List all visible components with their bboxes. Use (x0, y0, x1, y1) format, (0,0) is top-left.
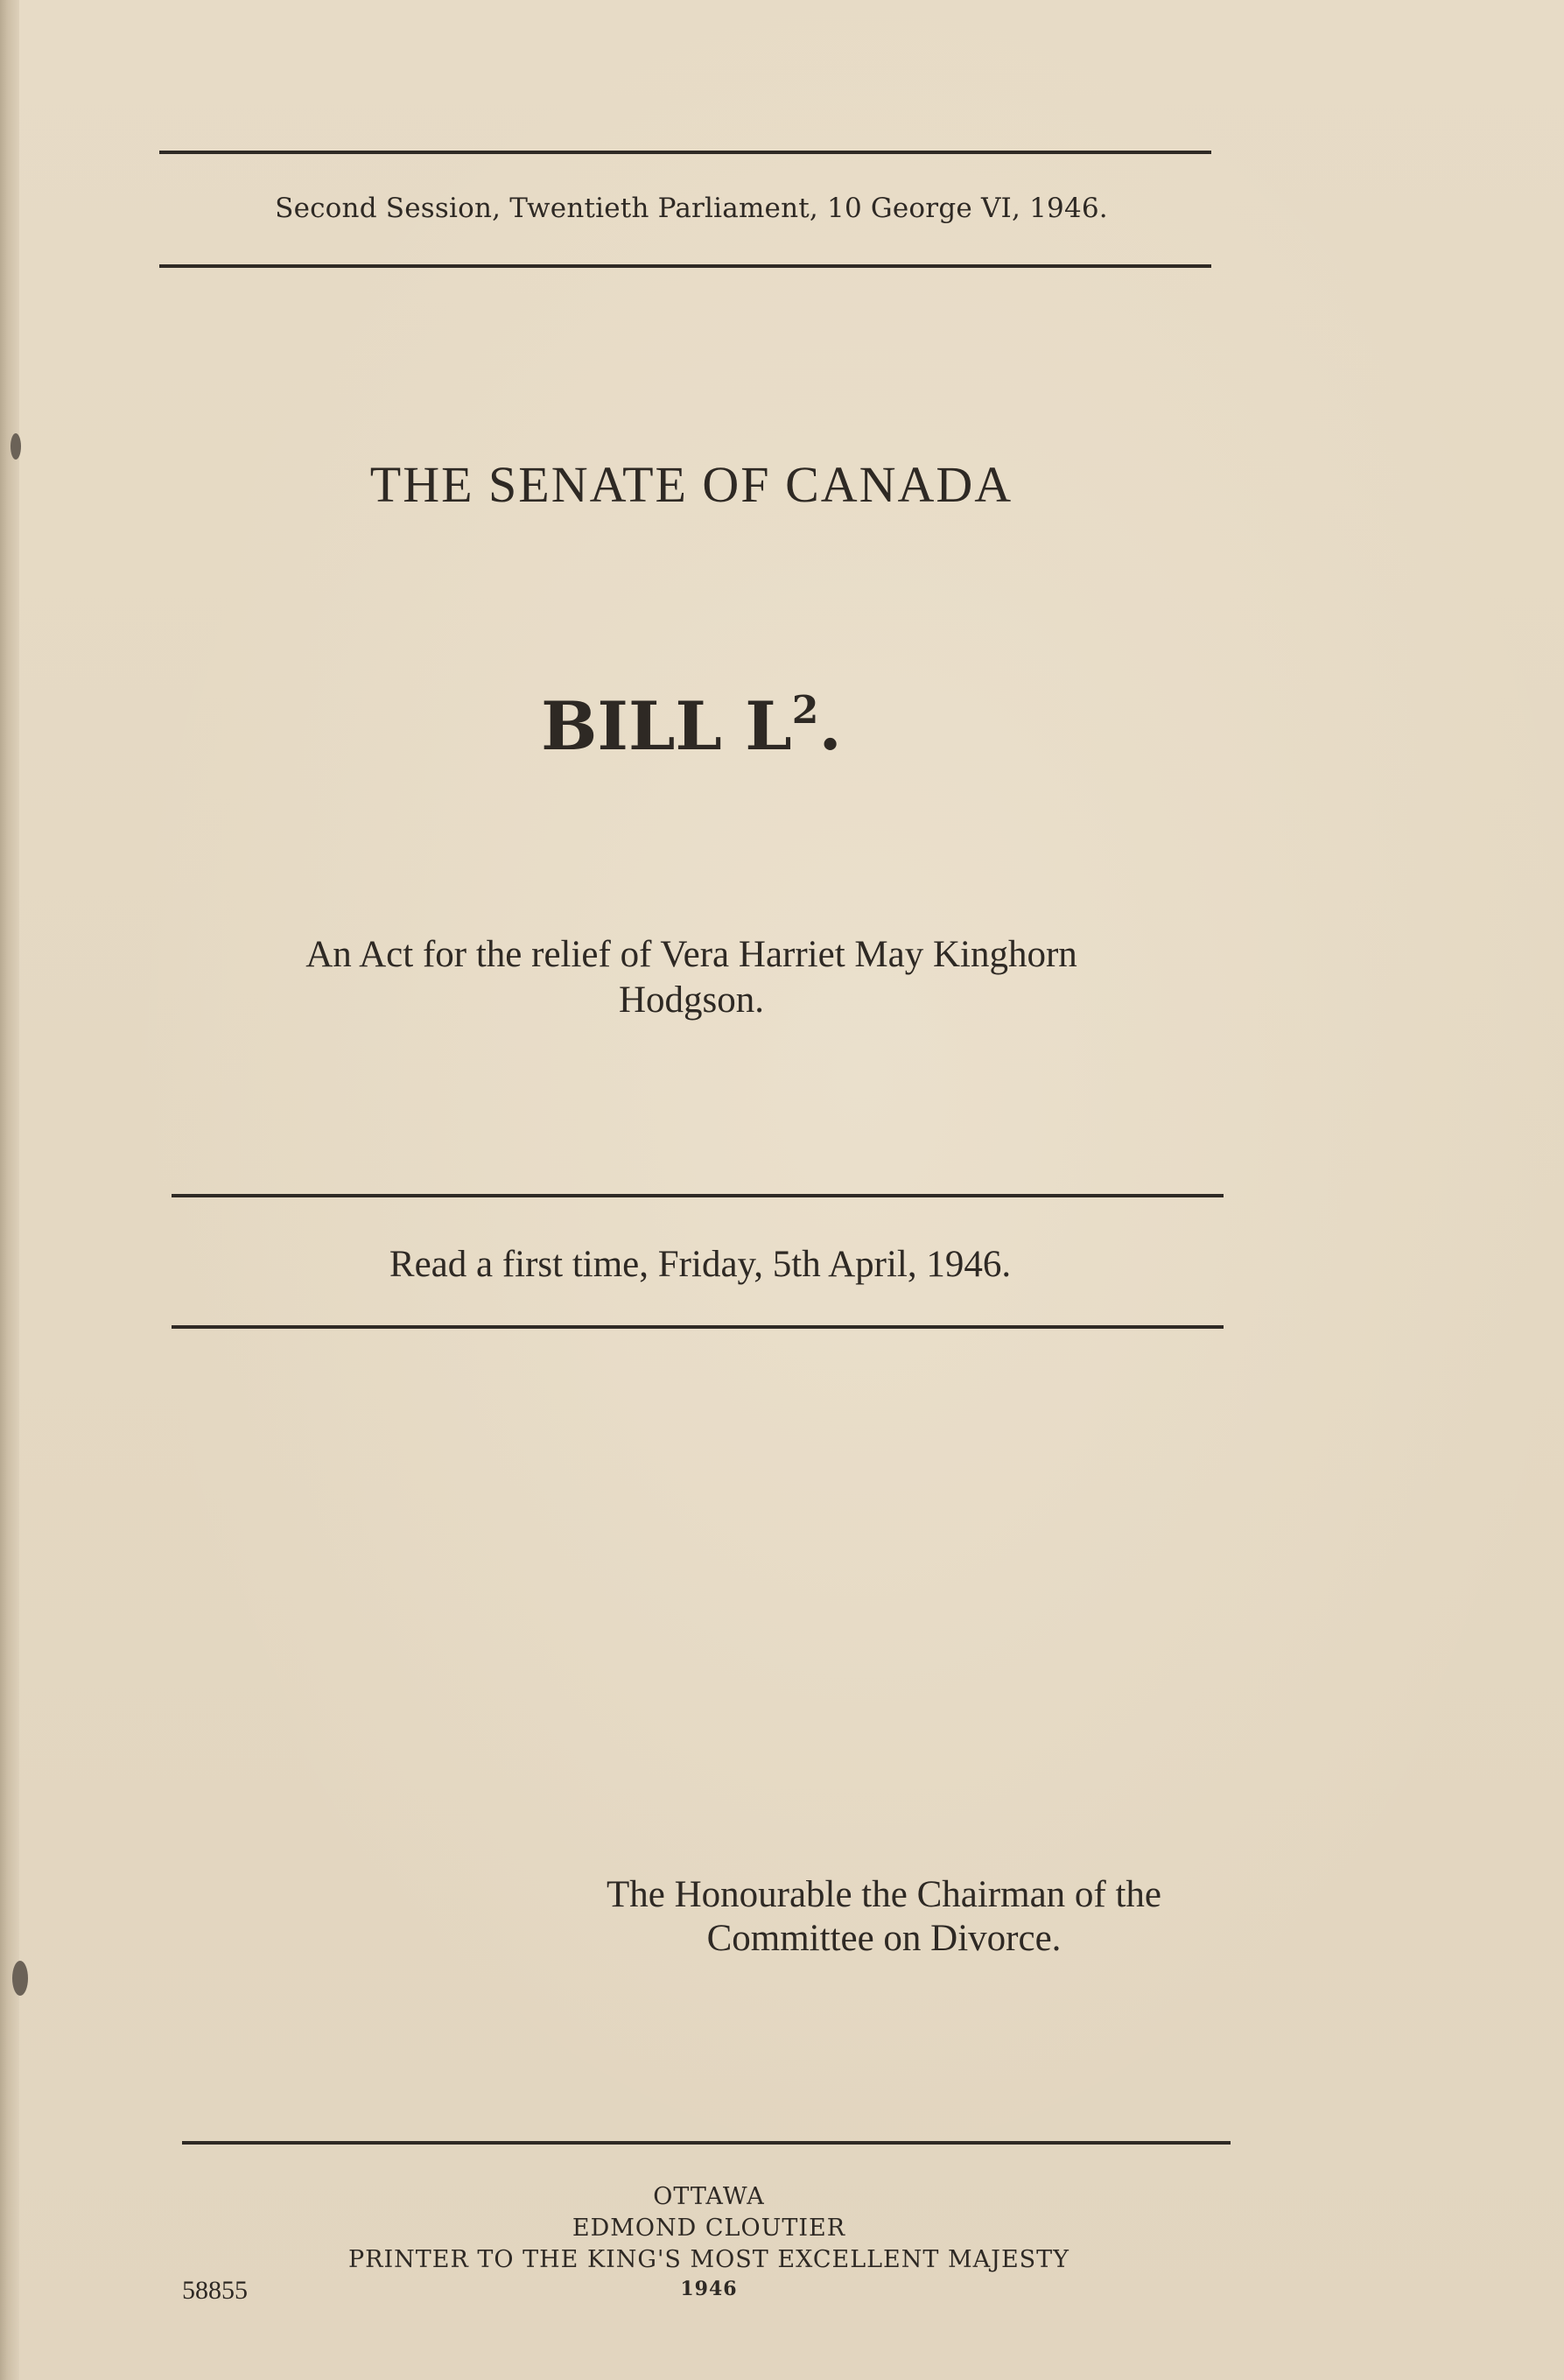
reading-line: Read a first time, Friday, 5th April, 1946. (389, 1244, 1012, 1285)
imprint-printer-name: EDMOND CLOUTIER (572, 2215, 846, 2242)
bill-superscript: 2 (791, 688, 819, 733)
imprint-city: OTTAWA (653, 2183, 765, 2210)
act-line-2: Hodgson. (618, 979, 765, 1021)
senate-title: THE SENATE OF CANADA (369, 456, 1013, 513)
imprint-year: 1946 (680, 2278, 738, 2300)
reading-rule-upper (172, 1194, 1224, 1197)
bill-title (158, 687, 1225, 765)
session-line: Second Session, Twentieth Parliament, 10 George VI, 1946. (275, 193, 1108, 224)
binding-hole-mark (12, 1961, 28, 1996)
top-rule-lower (159, 264, 1211, 268)
document-number: 58855 (182, 2276, 248, 2305)
act-line-1: An Act for the relief of Vera Harriet May Kinghorn (305, 934, 1077, 975)
bill-suffix: . (818, 687, 842, 765)
sponsor-line-2: Committee on Divorce. (706, 1918, 1062, 1959)
top-rule-upper (159, 151, 1211, 154)
sponsor-block (490, 1873, 1278, 1961)
bottom-rule (182, 2141, 1231, 2145)
act-description (158, 932, 1225, 1023)
binding-edge (0, 0, 19, 2380)
binding-hole-mark (11, 433, 21, 460)
imprint-printer-title: PRINTER TO THE KING'S MOST EXCELLENT MAJESTY (347, 2246, 1070, 2273)
reading-rule-lower (172, 1325, 1224, 1329)
sponsor-line-1: The Honourable the Chairman of the (606, 1874, 1162, 1915)
bill-label: BILL L (541, 687, 792, 765)
